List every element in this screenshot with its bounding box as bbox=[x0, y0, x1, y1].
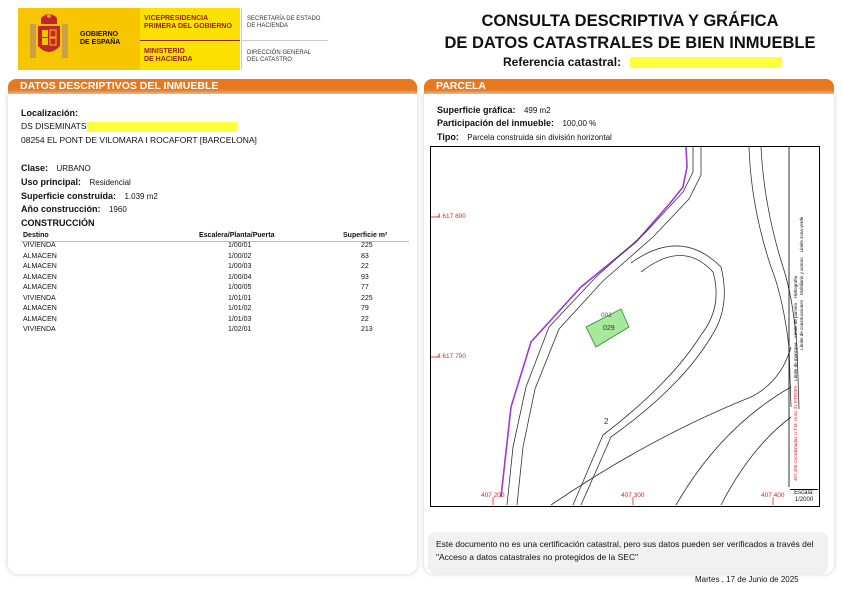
cell-superficie: 225 bbox=[361, 242, 373, 249]
tipo-value: Parcela construida sin división horizontal bbox=[467, 133, 612, 142]
road-line-5 bbox=[749, 147, 791, 407]
part-value: 100,00 % bbox=[562, 119, 597, 128]
table-row bbox=[21, 274, 409, 284]
cell-escalera: 1/00/03 bbox=[228, 263, 252, 270]
address-line2: 08254 EL PONT DE VILOMARA I ROCAFORT [BARCELONA] bbox=[21, 135, 257, 145]
table-row bbox=[21, 305, 409, 315]
construccion-title: CONSTRUCCIÓN bbox=[21, 218, 95, 228]
cell-destino: ALMACEN bbox=[23, 273, 57, 281]
part-label: Participación del inmueble: bbox=[437, 118, 555, 128]
table-row bbox=[21, 253, 409, 263]
ref-label: Referencia catastral: bbox=[503, 55, 622, 69]
cell-escalera: 1/00/04 bbox=[228, 273, 252, 281]
cadastral-map[interactable] bbox=[430, 146, 820, 507]
coord-mid-label: 4 617 700 bbox=[437, 353, 466, 360]
cell-destino: VIVIENDA bbox=[23, 242, 56, 249]
address-line1 bbox=[21, 121, 237, 132]
table-row bbox=[21, 284, 409, 294]
cell-superficie: 83 bbox=[361, 252, 369, 260]
table-row bbox=[21, 295, 409, 305]
table-row bbox=[21, 242, 409, 252]
page-title bbox=[430, 10, 830, 54]
legend-text bbox=[793, 161, 805, 481]
coord-top-label: 4 617 800 bbox=[437, 213, 466, 220]
tipo-row bbox=[437, 127, 612, 145]
road-line-4 bbox=[573, 256, 716, 506]
cell-destino: VIVIENDA bbox=[23, 294, 56, 302]
legend-item-2: Límite de parcela bbox=[793, 303, 798, 338]
coord-x1-label: 407 200 bbox=[481, 492, 505, 499]
sup-label: Superficie construida: bbox=[21, 191, 117, 201]
th-superficie: Superficie m² bbox=[343, 232, 388, 239]
cell-superficie: 79 bbox=[361, 305, 369, 312]
ano-value: 1960 bbox=[108, 205, 127, 214]
th-escalera: Escalera/Planta/Puerta bbox=[199, 232, 275, 239]
title-line1: CONSULTA DESCRIPTIVA Y GRÁFICA bbox=[481, 12, 779, 30]
table-row bbox=[21, 326, 409, 336]
road-line-3 bbox=[581, 246, 724, 505]
legend-item-3: Límite de construcciones bbox=[799, 299, 804, 350]
left-section-header: DATOS DESCRIPTIVOS DEL INMUEBLE bbox=[8, 79, 417, 94]
map-svg bbox=[431, 147, 818, 505]
scale-box bbox=[790, 489, 818, 506]
title-line2: DE DATOS CATASTRALES DE BIEN INMUEBLE bbox=[444, 34, 816, 52]
ano-label: Año construcción: bbox=[21, 204, 101, 214]
localizacion-label: Localización: bbox=[21, 108, 79, 118]
min-line2: DE HACIENDA bbox=[144, 56, 193, 63]
coord-x2-label: 407 300 bbox=[621, 492, 645, 499]
clase-label: Clase: bbox=[21, 163, 49, 173]
legend-item-6: Hidrografía bbox=[793, 275, 798, 299]
cell-escalera: 1/00/05 bbox=[228, 284, 252, 291]
dir-line2: DEL CATASTRO bbox=[247, 57, 292, 63]
cell-superficie: 93 bbox=[361, 273, 369, 281]
area-label: 2 bbox=[604, 417, 609, 426]
legend-item-5: Límite zona verde bbox=[799, 216, 804, 253]
cell-escalera: 1/01/03 bbox=[228, 315, 252, 323]
min-text bbox=[144, 48, 193, 64]
cell-destino: ALMACEN bbox=[23, 252, 57, 260]
gov-line1: GOBIERNO bbox=[80, 31, 119, 38]
cell-destino: VIVIENDA bbox=[23, 326, 56, 333]
parcel-label: 029 bbox=[603, 325, 615, 332]
address1-text: DS DISEMINATS bbox=[21, 121, 87, 131]
cell-superficie: 22 bbox=[361, 315, 369, 323]
cell-superficie: 77 bbox=[361, 284, 369, 291]
right-section-header: PARCELA bbox=[424, 79, 834, 94]
cell-destino: ALMACEN bbox=[23, 305, 57, 312]
scale-label: Escala: bbox=[794, 490, 814, 496]
min-line1: MINISTERIO bbox=[144, 48, 185, 55]
table-row bbox=[21, 263, 409, 273]
scale-value: 1/2000 bbox=[794, 497, 814, 503]
cell-escalera: 1/00/01 bbox=[228, 242, 252, 249]
ref-value-redacted bbox=[630, 57, 782, 68]
document-date: Martes , 17 de Junio de 2025 bbox=[695, 575, 799, 584]
sec-divider bbox=[241, 40, 328, 41]
sec-line1: SECRETARÍA DE ESTADO bbox=[247, 16, 321, 22]
cell-superficie: 225 bbox=[361, 294, 373, 302]
cell-escalera: 1/01/02 bbox=[228, 305, 252, 312]
map-legend bbox=[791, 151, 817, 481]
road-line-8 bbox=[676, 387, 791, 505]
cell-escalera: 1/02/01 bbox=[228, 326, 252, 333]
road-line-7 bbox=[551, 347, 791, 505]
gov-line2: DE ESPAÑA bbox=[80, 39, 121, 46]
legend-item-4: Mobiliario y aceras bbox=[799, 257, 804, 295]
disclaimer-note: Este documento no es una certificación catastral, pero sus datos pueden ser verificados a través del "Acceso a datos catastrales no protegidos de la SEC" bbox=[428, 532, 828, 574]
vp-line1: VICEPRESIDENCIA bbox=[144, 15, 209, 22]
cell-escalera: 1/01/01 bbox=[228, 294, 252, 302]
parcel-label-2: 002 bbox=[601, 312, 612, 319]
ref-catastral bbox=[503, 55, 782, 69]
sup-value: 1.039 m2 bbox=[124, 192, 158, 201]
table-header bbox=[21, 230, 409, 242]
cell-superficie: 22 bbox=[361, 263, 369, 270]
table-row bbox=[21, 316, 409, 326]
coat-of-arms-icon bbox=[24, 12, 74, 66]
gov-text bbox=[80, 31, 120, 47]
coord-x3-label: 407 400 bbox=[761, 492, 785, 499]
vp-text bbox=[144, 15, 232, 31]
ministry-divider bbox=[140, 40, 240, 41]
uso-label: Uso principal: bbox=[21, 177, 82, 187]
ano-row bbox=[21, 199, 127, 217]
address-redacted bbox=[87, 122, 237, 132]
cell-superficie: 213 bbox=[361, 326, 373, 333]
clase-value: URBANO bbox=[56, 164, 91, 173]
sup-graf-label: Superficie gráfica: bbox=[437, 105, 516, 115]
dir-text bbox=[247, 50, 311, 64]
legend-item-1: Límite de manzana bbox=[793, 342, 798, 381]
sec-line2: DE HACIENDA bbox=[247, 23, 289, 29]
cell-destino: ALMACEN bbox=[23, 284, 57, 291]
vp-line2: PRIMERA DEL GOBIERNO bbox=[144, 23, 232, 30]
sec-text bbox=[247, 16, 320, 30]
dir-line1: DIRECCIÓN GENERAL bbox=[247, 50, 312, 56]
cell-escalera: 1/00/02 bbox=[228, 252, 252, 260]
uso-value: Residencial bbox=[89, 178, 131, 187]
cell-destino: ALMACEN bbox=[23, 315, 57, 323]
th-destino: Destino bbox=[23, 232, 49, 239]
cell-destino: ALMACEN bbox=[23, 263, 57, 270]
legend-coord: 407,400 Coordenadas U.T.M. Huso 31 ETRS89 bbox=[793, 385, 798, 481]
purple-boundary bbox=[501, 147, 687, 497]
tipo-label: Tipo: bbox=[437, 132, 459, 142]
sup-graf-value: 499 m2 bbox=[523, 106, 551, 115]
